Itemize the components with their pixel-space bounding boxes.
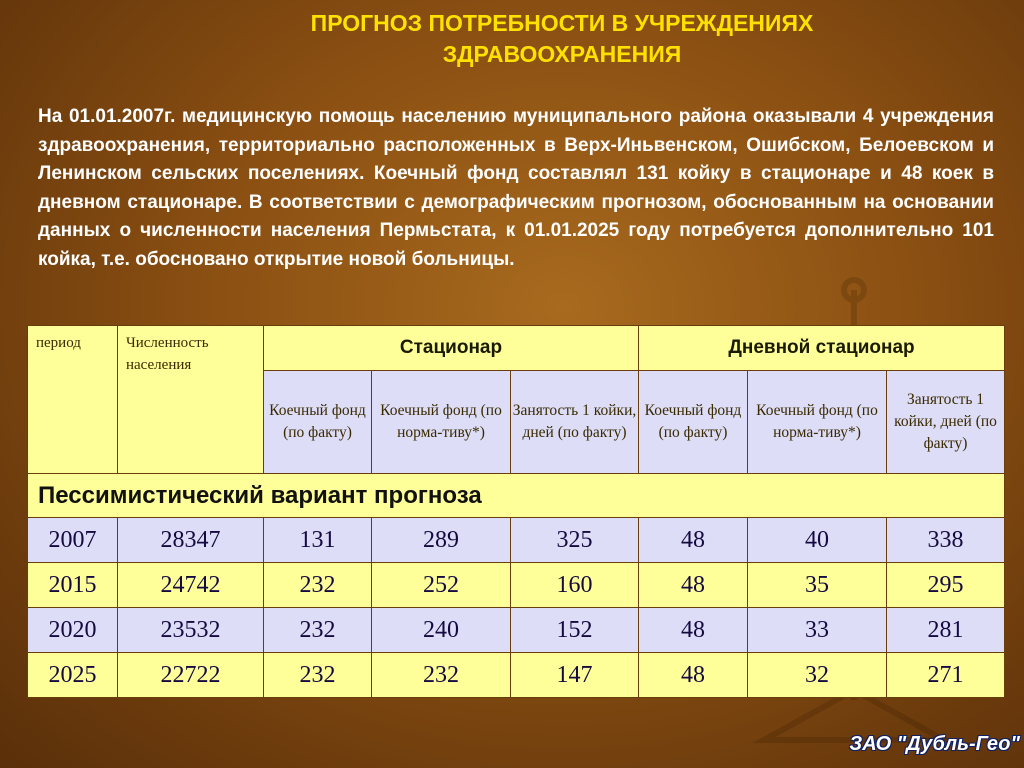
cell-population: 24742	[118, 563, 264, 608]
cell-hospital-occupancy: 152	[511, 608, 639, 653]
table-row	[28, 563, 1005, 608]
cell-day-occupancy: 295	[887, 563, 1005, 608]
section-title: Пессимистический вариант прогноза	[28, 474, 1005, 518]
cell-day-fact: 48	[639, 608, 748, 653]
cell-hospital-fact: 232	[264, 653, 372, 698]
cell-day-fact: 48	[639, 563, 748, 608]
header-day-fact: Коечный фонд (по факту)	[639, 371, 748, 474]
header-hospital-norm: Коечный фонд (по норма-тиву*)	[372, 371, 511, 474]
cell-day-occupancy: 338	[887, 518, 1005, 563]
cell-population: 23532	[118, 608, 264, 653]
cell-hospital-norm: 289	[372, 518, 511, 563]
cell-period: 2020	[28, 608, 118, 653]
cell-day-norm: 33	[748, 608, 887, 653]
cell-day-norm: 35	[748, 563, 887, 608]
cell-hospital-norm: 252	[372, 563, 511, 608]
cell-day-fact: 48	[639, 518, 748, 563]
header-hospital-occupancy: Занятость 1 койки, дней (по факту)	[511, 371, 639, 474]
cell-day-occupancy: 271	[887, 653, 1005, 698]
cell-hospital-norm: 240	[372, 608, 511, 653]
cell-day-norm: 32	[748, 653, 887, 698]
cell-population: 22722	[118, 653, 264, 698]
cell-hospital-fact: 232	[264, 608, 372, 653]
cell-day-occupancy: 281	[887, 608, 1005, 653]
cell-population: 28347	[118, 518, 264, 563]
cell-day-norm: 40	[748, 518, 887, 563]
section-row	[28, 474, 1005, 518]
cell-hospital-fact: 131	[264, 518, 372, 563]
title-line-1: ПРОГНОЗ ПОТРЕБНОСТИ В УЧРЕЖДЕНИЯХ	[310, 10, 814, 36]
forecast-table	[27, 325, 1005, 698]
cell-hospital-occupancy: 160	[511, 563, 639, 608]
header-hospital: Стационар	[264, 326, 639, 371]
header-day-hospital: Дневной стационар	[639, 326, 1005, 371]
cell-hospital-occupancy: 147	[511, 653, 639, 698]
cell-hospital-occupancy: 325	[511, 518, 639, 563]
cell-day-fact: 48	[639, 653, 748, 698]
header-row-1	[28, 326, 1005, 371]
header-population: Численность населения	[118, 326, 264, 474]
company-footer: ЗАО "Дубль-Гео"	[849, 733, 1020, 755]
title-line-2: ЗДРАВООХРАНЕНИЯ	[442, 41, 682, 67]
cell-period: 2025	[28, 653, 118, 698]
table-row	[28, 653, 1005, 698]
header-day-norm: Коечный фонд (по норма-тиву*)	[748, 371, 887, 474]
cell-period: 2015	[28, 563, 118, 608]
page-title	[0, 8, 1024, 70]
cell-hospital-fact: 232	[264, 563, 372, 608]
header-day-occupancy: Занятость 1 койки, дней (по факту)	[887, 371, 1005, 474]
cell-period: 2007	[28, 518, 118, 563]
table-row	[28, 518, 1005, 563]
cell-hospital-norm: 232	[372, 653, 511, 698]
header-period: период	[28, 326, 118, 474]
intro-paragraph: На 01.01.2007г. медицинскую помощь населению муниципального района оказывали 4 учреждения здравоохранения, территориально расположенных в Верх-Иньвенском, Ошибском, Белоевском и Ленинском сельских поселениях. Коечный фонд составлял 131 койку в стационаре и 48 коек в дневном стационаре. В соответствии с демографическим прогнозом, обоснованным на основании данных о численности населения Пермьстата, к 01.01.2025 году потребуется дополнительно 101 койка, т.е. обосновано открытие новой больницы.	[38, 106, 994, 270]
header-hospital-fact: Коечный фонд (по факту)	[264, 371, 372, 474]
table-row	[28, 608, 1005, 653]
